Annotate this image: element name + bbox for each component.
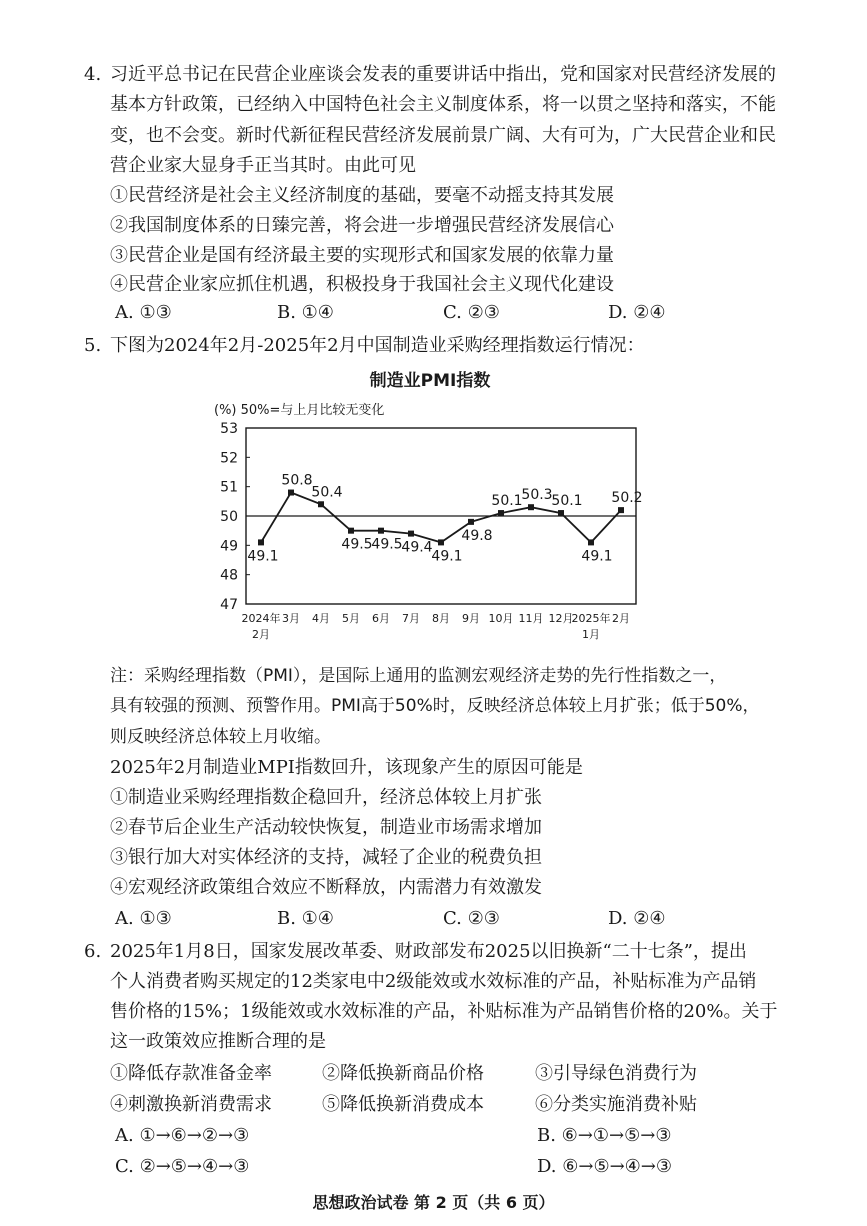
data-point: [288, 490, 294, 496]
chart-marks: [247, 473, 642, 565]
question-5-intro: 下图为2024年2月-2025年2月中国制造业采购经理指数运行情况：: [110, 335, 645, 356]
x-tick-label: 2月: [612, 612, 630, 625]
question-5-statement-4: ④宏观经济政策组合效应不断释放，内需潜力有效激发: [110, 877, 542, 898]
x-tick-label: 2月: [252, 628, 270, 641]
question-6-statement-2: ②降低换新商品价格: [322, 1063, 484, 1084]
pmi-line-chart: [200, 362, 660, 652]
question-4-statement-3: ③民营企业是国有经济最主要的实现形式和国家发展的依靠力量: [110, 245, 614, 266]
x-tick-label: 11月: [518, 612, 544, 625]
page-footer: 思想政治试卷 第 2 页（共 6 页）: [312, 1193, 555, 1212]
question-5-statement-2: ②春节后企业生产活动较快恢复，制造业市场需求增加: [110, 817, 542, 838]
question-6-statement-6: ⑥分类实施消费补贴: [535, 1094, 697, 1115]
data-label: 49.8: [461, 527, 493, 544]
question-5-note-line-1: 注：采购经理指数（PMI），是国际上通用的监测宏观经济走势的先行性指数之一，: [110, 666, 727, 686]
question-4-option-b[interactable]: B. ①④: [277, 302, 334, 323]
y-tick-label: 52: [220, 450, 238, 467]
question-5-note-line-2: 具有较强的预测、预警作用。PMI高于50%时，反映经济总体较上月扩张；低于50%，: [110, 696, 760, 716]
question-6-option-d[interactable]: D. ⑥→⑤→④→③: [537, 1156, 673, 1177]
x-tick-label: 5月: [342, 612, 360, 625]
question-4-line-3: 变，也不会变。新时代新征程民营经济发展前景广阔、大有可为，广大民营企业和民: [110, 125, 776, 146]
question-4-number: 4.: [84, 64, 102, 85]
x-tick-label: 4月: [312, 612, 330, 625]
question-5-option-b[interactable]: B. ①④: [277, 908, 334, 929]
data-label: 49.5: [371, 536, 403, 553]
question-5-note-line-3: 则反映经济总体较上月收缩。: [110, 727, 331, 747]
question-5-statement-1: ①制造业采购经理指数企稳回升，经济总体较上月扩张: [110, 787, 542, 808]
question-4-line-4: 营企业家大显身手正当其时。由此可见: [110, 155, 416, 176]
y-tick-label: 51: [220, 479, 238, 496]
question-6-statement-1: ①降低存款准备金率: [110, 1063, 272, 1084]
question-6-statement-4: ④刺激换新消费需求: [110, 1094, 272, 1115]
x-tick-label: 12月: [548, 612, 574, 625]
data-label: 50.8: [281, 472, 313, 489]
data-label: 50.4: [311, 484, 343, 501]
data-label: 49.1: [581, 548, 613, 565]
data-point: [408, 531, 414, 537]
question-6-number: 6.: [84, 941, 102, 962]
x-tick-label: 1月: [582, 628, 600, 641]
question-6-line-4: 这一政策效应推断合理的是: [110, 1031, 326, 1052]
data-point: [618, 507, 624, 513]
question-5-option-d[interactable]: D. ②④: [608, 908, 666, 929]
data-point: [348, 528, 354, 534]
y-tick-label: 53: [220, 421, 238, 437]
question-6-statement-3: ③引导绿色消费行为: [535, 1063, 697, 1084]
question-5-option-a[interactable]: A. ①③: [115, 908, 172, 929]
question-6-statement-5: ⑤降低换新消费成本: [322, 1094, 484, 1115]
question-6-line-2: 个人消费者购买规定的12类家电中2级能效或水效标准的产品，补贴标准为产品销: [110, 971, 757, 992]
question-6-line-3: 售价格的15%；1级能效或水效标准的产品，补贴标准为产品销售价格的20%。关于: [110, 1001, 778, 1022]
question-6-line-1: 2025年1月8日，国家发展改革委、财政部发布2025以旧换新“二十七条”，提出: [110, 941, 747, 962]
data-label: 50.2: [611, 490, 643, 507]
question-4-option-d[interactable]: D. ②④: [608, 302, 666, 323]
data-label: 49.5: [341, 536, 373, 553]
question-4-statement-2: ②我国制度体系的日臻完善，将会进一步增强民营经济发展信心: [110, 215, 614, 236]
question-6-option-c[interactable]: C. ②→⑤→④→③: [115, 1156, 250, 1177]
data-label: 49.1: [431, 548, 463, 565]
data-point: [468, 519, 474, 525]
data-point: [438, 539, 444, 545]
data-point: [318, 501, 324, 507]
y-tick-label: 48: [220, 567, 238, 584]
data-label: 49.1: [247, 548, 279, 565]
data-label: 50.3: [521, 487, 553, 504]
x-tick-label: 9月: [462, 612, 480, 625]
question-4-option-c[interactable]: C. ②③: [443, 302, 500, 323]
x-tick-label: 6月: [372, 612, 390, 625]
chart-title: 制造业PMI指数: [369, 371, 491, 391]
chart-axes: [220, 421, 636, 641]
question-4-line-1: 习近平总书记在民营企业座谈会发表的重要讲话中指出，党和国家对民营经济发展的: [110, 64, 776, 85]
data-point: [528, 504, 534, 510]
data-point: [258, 539, 264, 545]
question-4-option-a[interactable]: A. ①③: [115, 302, 172, 323]
chart-subtitle: (%) 50%=与上月比较无变化: [214, 403, 385, 418]
question-6-option-a[interactable]: A. ①→⑥→②→③: [115, 1125, 250, 1146]
data-point: [498, 510, 504, 516]
x-tick-label: 7月: [402, 612, 420, 625]
x-tick-label: 2025年: [571, 612, 611, 625]
data-label: 50.1: [551, 493, 583, 510]
question-4-statement-4: ④民营企业家应抓住机遇，积极投身于我国社会主义现代化建设: [110, 274, 614, 295]
x-tick-label: 2024年: [241, 612, 281, 625]
data-label: 49.4: [401, 539, 433, 556]
y-tick-label: 50: [220, 509, 238, 525]
x-tick-label: 10月: [488, 612, 514, 625]
data-point: [558, 510, 564, 516]
x-tick-label: 8月: [432, 612, 450, 625]
x-tick-label: 3月: [282, 612, 300, 625]
question-5-option-c[interactable]: C. ②③: [443, 908, 500, 929]
question-5-number: 5.: [84, 335, 102, 356]
data-label: 50.1: [491, 493, 523, 510]
y-tick-label: 49: [220, 538, 238, 555]
question-5-question: 2025年2月制造业MPI指数回升，该现象产生的原因可能是: [110, 757, 583, 778]
data-point: [378, 528, 384, 534]
question-6-option-b[interactable]: B. ⑥→①→⑤→③: [537, 1125, 672, 1146]
data-point: [588, 539, 594, 545]
question-5-statement-3: ③银行加大对实体经济的支持，减轻了企业的税费负担: [110, 847, 542, 868]
question-4-line-2: 基本方针政策，已经纳入中国特色社会主义制度体系，将一以贯之坚持和落实，不能: [110, 94, 776, 115]
question-4-statement-1: ①民营经济是社会主义经济制度的基础，要毫不动摇支持其发展: [110, 185, 614, 206]
y-tick-label: 47: [220, 597, 238, 613]
